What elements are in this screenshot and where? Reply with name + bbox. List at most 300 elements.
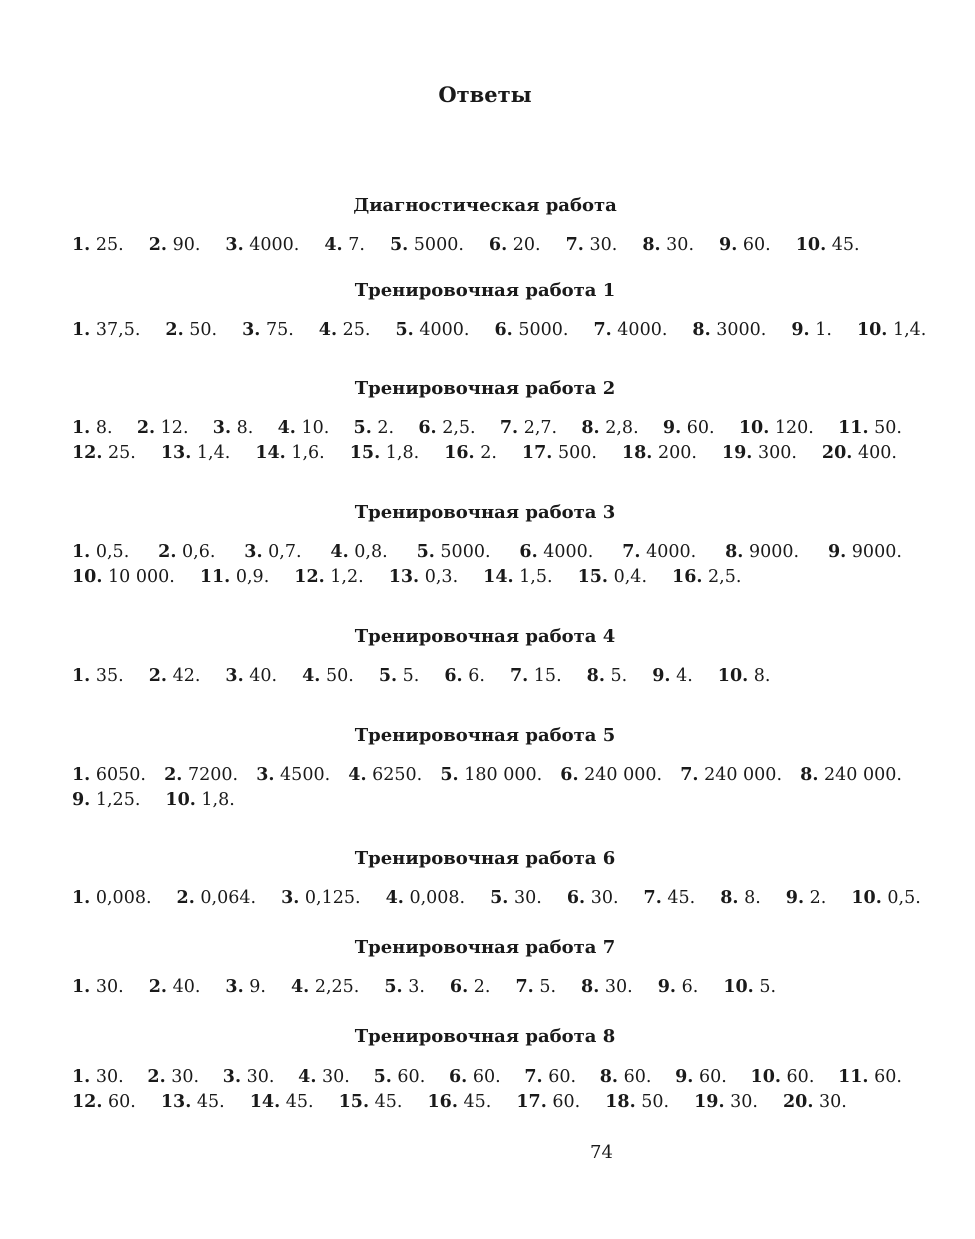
- answer-item: [828, 541, 902, 563]
- answer-value: 5000.: [413, 235, 464, 255]
- answer-item: [449, 1066, 501, 1088]
- answer-item: [490, 887, 542, 909]
- answer-value: 9000.: [748, 542, 800, 562]
- answer-number: 12.: [294, 567, 325, 587]
- section-heading-training-8: Тренировочная работа 8: [354, 1026, 616, 1047]
- answer-number: 1.: [72, 1067, 91, 1087]
- answer-number: 15.: [338, 1092, 370, 1112]
- answer-item: [522, 442, 597, 464]
- answer-number: 5.: [378, 666, 398, 686]
- answer-item: [694, 1091, 758, 1113]
- answer-item: [281, 887, 361, 909]
- answer-value: 0,8.: [354, 542, 388, 562]
- section-heading-training-1: Тренировочная работа 1: [354, 280, 616, 301]
- page-title: Ответы: [438, 82, 532, 107]
- answer-item: [147, 1066, 199, 1088]
- answer-value: 75.: [265, 320, 294, 340]
- answer-number: 1.: [72, 542, 91, 562]
- answer-number: 9.: [791, 320, 810, 340]
- answer-item: [600, 1066, 652, 1088]
- answer-value: 2,25.: [314, 977, 360, 997]
- answer-item: [500, 417, 557, 439]
- answer-value: 20.: [512, 235, 541, 255]
- answer-item: [652, 665, 693, 687]
- answer-number: 2.: [148, 666, 167, 686]
- answer-number: 1.: [72, 765, 91, 785]
- answer-value: 30.: [666, 235, 695, 255]
- answer-item: [593, 319, 667, 341]
- answer-number: 2.: [136, 418, 156, 438]
- answer-number: 10.: [750, 1067, 781, 1087]
- answer-number: 13.: [160, 1092, 192, 1112]
- answer-value: 60.: [742, 235, 771, 255]
- answer-item: [417, 541, 491, 563]
- answer-value: 9.: [249, 977, 266, 997]
- answer-value: 0,5.: [887, 888, 921, 908]
- answer-item: [418, 417, 475, 439]
- answer-value: 60.: [786, 1067, 815, 1087]
- answer-item: [319, 319, 371, 341]
- answer-number: 19.: [721, 443, 753, 463]
- answer-number: 15.: [577, 567, 609, 587]
- answer-value: 60.: [397, 1067, 426, 1087]
- answer-item: [658, 976, 699, 998]
- answer-item: [857, 319, 926, 341]
- answer-number: 2.: [176, 888, 195, 908]
- answer-value: 7200.: [187, 765, 239, 785]
- answer-number: 2.: [148, 977, 167, 997]
- answer-value: 6050.: [95, 765, 146, 785]
- answer-number: 1.: [72, 888, 91, 908]
- answer-item: [386, 887, 466, 909]
- answer-number: 3.: [256, 765, 275, 785]
- answer-item: [791, 319, 832, 341]
- answer-value: 0,7.: [268, 542, 302, 562]
- answer-item: [718, 665, 771, 687]
- answer-number: 20.: [783, 1092, 814, 1112]
- answer-item: [489, 234, 541, 256]
- answer-item: [161, 442, 230, 464]
- answer-value: 4.: [676, 666, 693, 686]
- answer-value: 1,6.: [291, 443, 325, 463]
- answer-line: [72, 976, 902, 998]
- answer-number: 5.: [490, 888, 509, 908]
- answer-number: 2.: [164, 765, 183, 785]
- answer-value: 45.: [831, 235, 860, 255]
- answer-value: 30.: [171, 1067, 200, 1087]
- answer-value: 30.: [590, 888, 619, 908]
- answer-number: 6.: [519, 542, 538, 562]
- answer-number: 9.: [675, 1067, 694, 1087]
- answer-item: [177, 887, 257, 909]
- answer-number: 1.: [72, 418, 91, 438]
- answer-number: 13.: [160, 443, 192, 463]
- answer-item: [165, 789, 234, 811]
- answer-item: [578, 566, 647, 588]
- answer-value: 1,5.: [519, 567, 553, 587]
- answer-number: 5.: [389, 235, 409, 255]
- answer-item: [692, 319, 766, 341]
- answer-value: 1,4.: [892, 320, 927, 340]
- answer-value: 8.: [95, 418, 113, 438]
- answer-item: [675, 1066, 727, 1088]
- answer-value: 400.: [857, 443, 897, 463]
- answer-number: 7.: [643, 888, 662, 908]
- answer-item: [566, 234, 618, 256]
- answer-number: 9.: [652, 666, 671, 686]
- answer-number: 7.: [515, 977, 534, 997]
- answer-item: [250, 1091, 314, 1113]
- answer-value: 40.: [249, 666, 278, 686]
- answer-number: 4.: [298, 1067, 317, 1087]
- answer-item: [440, 764, 542, 786]
- answer-value: 200.: [657, 443, 697, 463]
- answer-item: [72, 319, 140, 341]
- answer-value: 60.: [698, 1067, 727, 1087]
- answer-number: 7.: [524, 1067, 543, 1087]
- answer-number: 12.: [72, 1092, 103, 1112]
- answer-value: 2.: [473, 977, 491, 997]
- answer-number: 15.: [349, 443, 381, 463]
- answer-value: 60.: [874, 1067, 902, 1087]
- answer-number: 10.: [795, 235, 827, 255]
- answer-value: 2,7.: [523, 418, 558, 438]
- answer-number: 5.: [353, 418, 372, 438]
- answer-item: [723, 976, 776, 998]
- answer-value: 37,5.: [95, 320, 141, 340]
- answer-number: 1.: [72, 666, 91, 686]
- answer-number: 4.: [330, 542, 349, 562]
- answer-value: 30.: [589, 235, 618, 255]
- answer-number: 8.: [599, 1067, 619, 1087]
- answer-line: [72, 319, 927, 341]
- answer-number: 3.: [225, 666, 244, 686]
- answer-number: 8.: [725, 542, 744, 562]
- answer-item: [164, 764, 238, 786]
- answer-item: [330, 541, 387, 563]
- answer-item: [302, 665, 354, 687]
- answer-value: 90.: [172, 235, 201, 255]
- answer-number: 6.: [448, 1067, 468, 1087]
- answer-number: 10.: [851, 888, 882, 908]
- answer-item: [72, 1066, 124, 1088]
- answer-number: 3.: [222, 1067, 242, 1087]
- section-heading-training-6: Тренировочная работа 6: [354, 848, 616, 869]
- answer-item: [149, 976, 201, 998]
- answer-number: 4.: [277, 418, 296, 438]
- answer-item: [838, 1066, 902, 1088]
- answer-value: 5.: [759, 977, 777, 997]
- answer-item: [72, 234, 124, 256]
- answer-item: [72, 442, 136, 464]
- answer-number: 9.: [662, 418, 682, 438]
- answer-item: [725, 541, 799, 563]
- answer-line: [72, 764, 902, 786]
- answer-value: 6.: [681, 977, 699, 997]
- section-heading-training-3: Тренировочная работа 3: [354, 502, 616, 523]
- answer-value: 30.: [246, 1067, 275, 1087]
- answer-value: 42.: [172, 666, 201, 686]
- answer-value: 1.: [815, 320, 832, 340]
- answer-item: [72, 789, 140, 811]
- answer-item: [137, 417, 189, 439]
- answer-value: 30.: [730, 1092, 758, 1112]
- answer-number: 1.: [72, 235, 91, 255]
- answer-number: 7.: [680, 765, 699, 785]
- answer-number: 14.: [483, 567, 514, 587]
- answer-value: 4000.: [249, 235, 300, 255]
- answer-number: 1.: [72, 320, 91, 340]
- answer-item: [800, 764, 902, 786]
- answer-item: [622, 442, 697, 464]
- answer-item: [396, 319, 470, 341]
- answer-number: 7.: [622, 542, 641, 562]
- answer-value: 1,4.: [196, 443, 231, 463]
- answer-number: 16.: [672, 567, 703, 587]
- answer-number: 6.: [418, 418, 437, 438]
- answer-item: [298, 1066, 350, 1088]
- answer-item: [339, 1091, 403, 1113]
- answer-value: 5.: [610, 666, 628, 686]
- answer-item: [324, 234, 365, 256]
- answer-value: 4000.: [617, 320, 668, 340]
- answer-number: 10.: [72, 567, 103, 587]
- answer-value: 2,5.: [442, 418, 476, 438]
- answer-item: [560, 764, 662, 786]
- answer-value: 4000.: [419, 320, 470, 340]
- answer-number: 10.: [738, 418, 770, 438]
- answer-value: 8.: [753, 666, 771, 686]
- answer-line: [72, 665, 902, 687]
- answer-item: [223, 1066, 275, 1088]
- answer-number: 3.: [225, 977, 244, 997]
- answer-number: 6.: [444, 666, 463, 686]
- answer-value: 0,008.: [95, 888, 152, 908]
- answer-value: 50.: [325, 666, 354, 686]
- answer-item: [720, 887, 761, 909]
- answer-value: 50.: [189, 320, 218, 340]
- answer-number: 3.: [281, 888, 300, 908]
- answer-value: 10 000.: [108, 567, 175, 587]
- answer-number: 5.: [416, 542, 435, 562]
- answer-number: 11.: [838, 418, 869, 438]
- answer-value: 45.: [667, 888, 696, 908]
- answer-number: 6.: [566, 888, 586, 908]
- answer-value: 30.: [322, 1067, 350, 1087]
- answer-item: [680, 764, 782, 786]
- answer-number: 4.: [290, 977, 310, 997]
- answer-item: [72, 541, 129, 563]
- answer-item: [587, 665, 628, 687]
- answer-item: [72, 665, 124, 687]
- answer-number: 7.: [565, 235, 584, 255]
- answer-value: 2.: [480, 443, 497, 463]
- answer-number: 18.: [621, 443, 653, 463]
- answer-item: [244, 541, 301, 563]
- answer-value: 240 000.: [584, 765, 663, 785]
- answer-item: [605, 1091, 669, 1113]
- answer-item: [444, 442, 497, 464]
- answer-value: 1,2.: [330, 567, 364, 587]
- answer-item: [822, 442, 897, 464]
- answer-line: [72, 442, 902, 464]
- answer-item: [838, 417, 902, 439]
- answer-number: 5.: [384, 977, 403, 997]
- answer-item: [786, 887, 827, 909]
- answer-number: 11.: [199, 567, 231, 587]
- answer-line: [72, 417, 902, 439]
- answer-value: 4000.: [646, 542, 697, 562]
- answer-line: [72, 887, 921, 909]
- answer-item: [644, 887, 696, 909]
- answer-number: 10.: [856, 320, 888, 340]
- answer-line: [72, 1066, 902, 1088]
- answer-value: 120.: [774, 418, 814, 438]
- answer-value: 60.: [548, 1067, 577, 1087]
- answer-value: 50.: [874, 418, 902, 438]
- answer-number: 4.: [385, 888, 404, 908]
- answer-value: 0,064.: [200, 888, 257, 908]
- answer-value: 30.: [95, 977, 124, 997]
- answer-item: [72, 566, 175, 588]
- answer-number: 8.: [692, 320, 711, 340]
- answer-item: [796, 234, 860, 256]
- answer-item: [255, 442, 324, 464]
- answer-value: 30.: [95, 1067, 124, 1087]
- answer-item: [350, 442, 419, 464]
- answer-number: 10.: [717, 666, 749, 686]
- answer-number: 10.: [165, 790, 196, 810]
- answer-value: 45.: [285, 1092, 314, 1112]
- answer-value: 30.: [513, 888, 542, 908]
- answer-number: 7.: [593, 320, 612, 340]
- answer-number: 4.: [324, 235, 343, 255]
- answer-number: 9.: [719, 235, 738, 255]
- answer-number: 4.: [348, 765, 367, 785]
- answer-item: [149, 665, 201, 687]
- answer-item: [72, 1091, 136, 1113]
- answer-item: [722, 442, 797, 464]
- answer-value: 12.: [160, 418, 189, 438]
- answer-value: 0,4.: [613, 567, 648, 587]
- answer-number: 12.: [72, 443, 103, 463]
- answer-number: 2.: [158, 542, 177, 562]
- answer-value: 0,6.: [182, 542, 216, 562]
- answer-item: [663, 417, 715, 439]
- answer-item: [354, 417, 395, 439]
- answer-number: 18.: [605, 1092, 636, 1112]
- answer-item: [581, 417, 638, 439]
- answer-item: [72, 887, 152, 909]
- answer-number: 14.: [249, 1092, 281, 1112]
- answer-number: 9.: [72, 790, 91, 810]
- answer-line: [72, 789, 902, 811]
- answer-number: 8.: [586, 666, 605, 686]
- answer-number: 2.: [147, 1067, 166, 1087]
- answer-number: 9.: [657, 977, 677, 997]
- answer-value: 50.: [641, 1092, 670, 1112]
- answer-value: 60.: [472, 1067, 501, 1087]
- answer-number: 11.: [838, 1067, 869, 1087]
- answer-number: 17.: [516, 1092, 547, 1112]
- answer-item: [642, 234, 694, 256]
- answer-item: [278, 417, 330, 439]
- answer-line: [72, 1091, 902, 1113]
- answer-value: 300.: [757, 443, 797, 463]
- answer-item: [719, 234, 771, 256]
- answer-number: 14.: [255, 443, 286, 463]
- answer-number: 2.: [165, 320, 184, 340]
- answer-item: [158, 541, 215, 563]
- answer-item: [390, 234, 464, 256]
- answer-number: 8.: [581, 418, 600, 438]
- answer-item: [515, 976, 556, 998]
- answer-number: 20.: [821, 443, 853, 463]
- answer-number: 3.: [244, 542, 263, 562]
- answer-value: 60.: [686, 418, 715, 438]
- answer-number: 17.: [521, 443, 553, 463]
- answer-value: 0,5.: [95, 542, 130, 562]
- answer-value: 4500.: [280, 765, 331, 785]
- answer-item: [291, 976, 359, 998]
- answer-item: [242, 319, 294, 341]
- answer-value: 0,3.: [424, 567, 459, 587]
- answer-number: 3.: [212, 418, 232, 438]
- answer-value: 1,8.: [201, 790, 235, 810]
- answer-item: [374, 1066, 426, 1088]
- answer-item: [389, 566, 458, 588]
- answer-item: [783, 1091, 847, 1113]
- answer-value: 7.: [348, 235, 365, 255]
- answer-item: [751, 1066, 815, 1088]
- answer-value: 0,9.: [235, 567, 270, 587]
- answer-value: 40.: [172, 977, 201, 997]
- answer-value: 2.: [809, 888, 827, 908]
- answer-item: [149, 234, 201, 256]
- answer-line: [72, 234, 902, 256]
- answer-number: 6.: [449, 977, 469, 997]
- answer-value: 6250.: [372, 765, 423, 785]
- answer-number: 7.: [509, 666, 529, 686]
- answer-value: 60.: [552, 1092, 581, 1112]
- answer-number: 3.: [225, 235, 244, 255]
- answer-number: 8.: [581, 977, 600, 997]
- answer-value: 3000.: [716, 320, 767, 340]
- answer-value: 0,008.: [409, 888, 466, 908]
- answer-value: 5.: [402, 666, 420, 686]
- answer-item: [200, 566, 269, 588]
- section-heading-diagnostic: Диагностическая работа: [353, 195, 617, 216]
- answer-value: 8.: [236, 418, 254, 438]
- answer-number: 5.: [373, 1067, 392, 1087]
- answer-item: [294, 566, 363, 588]
- answer-value: 30.: [604, 977, 633, 997]
- answer-item: [379, 665, 420, 687]
- answer-line: [72, 566, 902, 588]
- answer-item: [72, 976, 124, 998]
- answer-value: 9000.: [851, 542, 902, 562]
- answer-item: [72, 764, 146, 786]
- answer-value: 4000.: [543, 542, 594, 562]
- answer-item: [225, 234, 299, 256]
- answer-item: [739, 417, 814, 439]
- answer-number: 6.: [560, 765, 579, 785]
- answer-number: 5.: [440, 765, 459, 785]
- answer-number: 4.: [318, 320, 338, 340]
- answer-value: 45.: [374, 1092, 403, 1112]
- answer-item: [450, 976, 491, 998]
- answer-value: 1,25.: [95, 790, 141, 810]
